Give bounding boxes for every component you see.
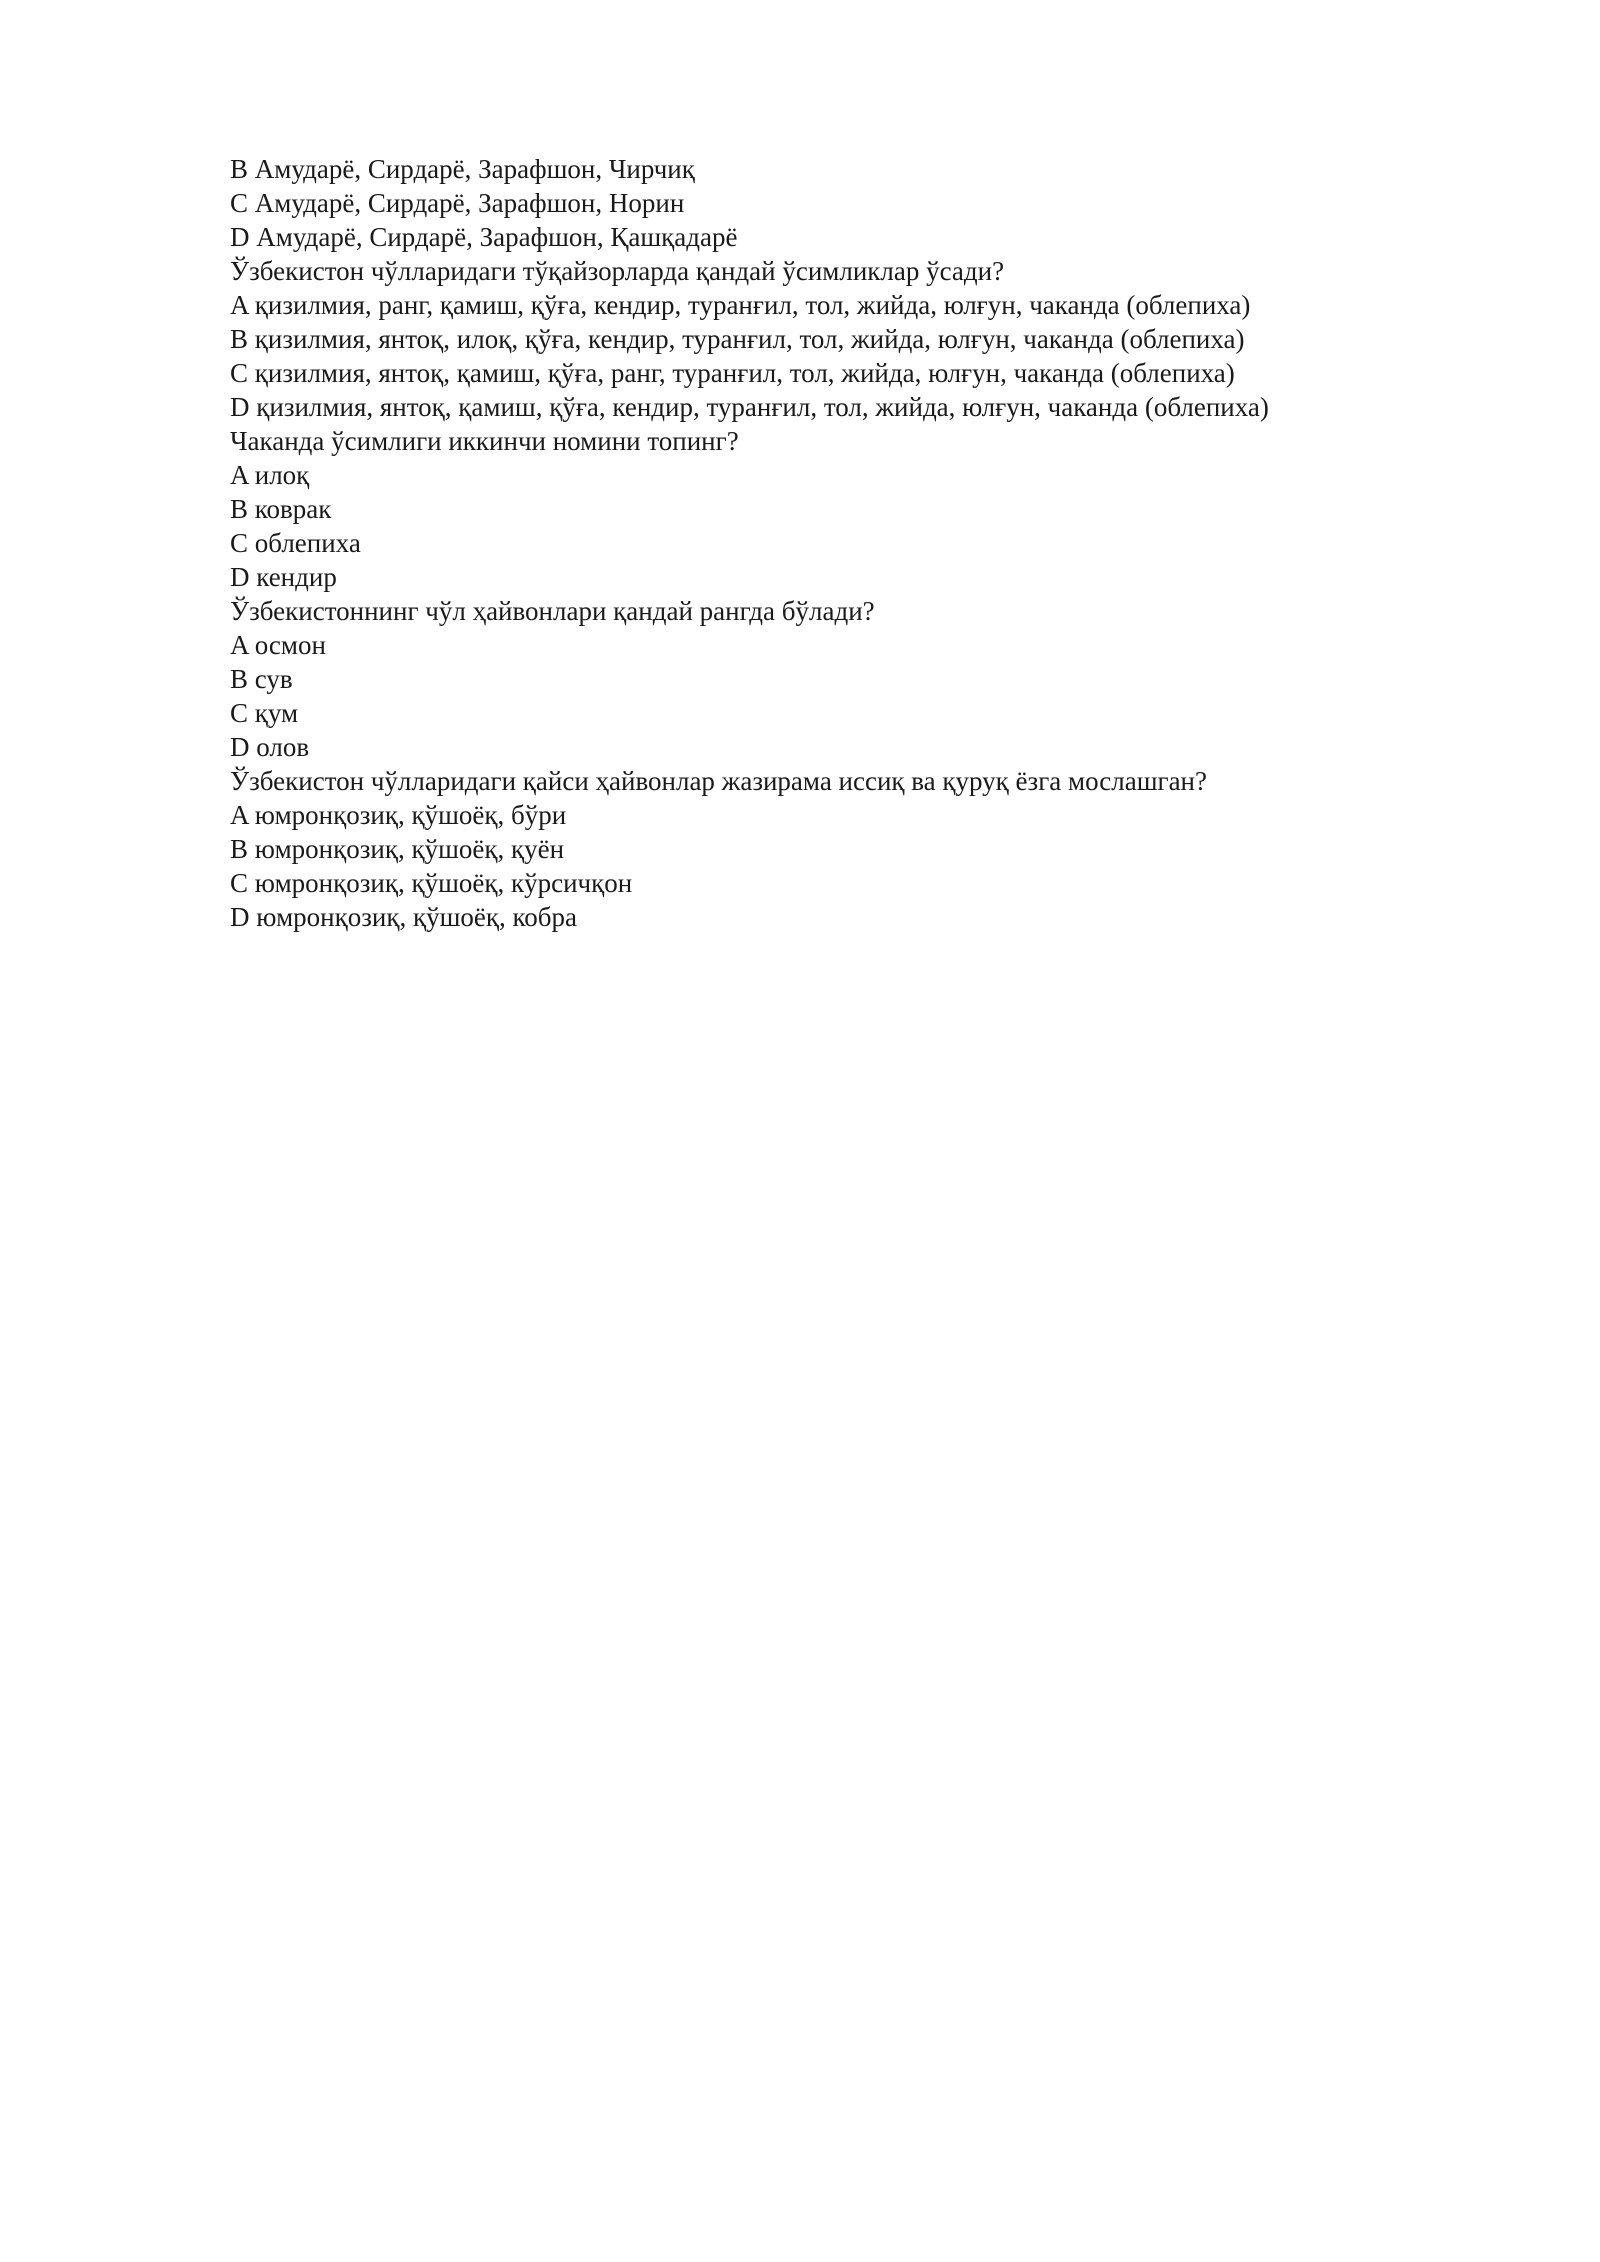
answer-option: D кендир — [230, 562, 337, 592]
answer-option: C қум — [230, 698, 299, 728]
answer-option: D олов — [230, 732, 310, 762]
answer-option: A юмронқозиқ, қўшоёқ, бўри — [230, 800, 567, 830]
answer-option: A қизилмия, ранг, қамиш, қўға, кендир, туранғил, тол, жийда, юлғун, чаканда (облепиха) — [230, 290, 1251, 320]
answer-option: D юмронқозиқ, қўшоёқ, кобра — [230, 902, 577, 932]
answer-option: C облепиха — [230, 528, 361, 558]
answer-option: A осмон — [230, 630, 326, 660]
answer-option: B сув — [230, 664, 293, 694]
answer-option: C қизилмия, янтоқ, қамиш, қўға, ранг, туранғил, тол, жийда, юлғун, чаканда (облепиха) — [230, 358, 1235, 388]
answer-option: B коврак — [230, 494, 332, 524]
answer-option: B юмронқозиқ, қўшоёқ, қуён — [230, 834, 565, 864]
answer-option: D Амударё, Сирдарё, Зарафшон, Қашқадарё — [230, 222, 738, 252]
answer-option: B Амударё, Сирдарё, Зарафшон, Чирчиқ — [230, 154, 695, 184]
answer-option: C Амударё, Сирдарё, Зарафшон, Норин — [230, 188, 685, 218]
answer-option: D қизилмия, янтоқ, қамиш, қўға, кендир, туранғил, тол, жийда, юлғун, чаканда (облепиха) — [230, 392, 1269, 422]
answer-option: A илоқ — [230, 460, 310, 490]
question: Ўзбекистон чўлларидаги тўқайзорларда қандай ўсимликлар ўсади? — [230, 256, 1005, 286]
answer-option: C юмронқозиқ, қўшоёқ, кўрсичқон — [230, 868, 633, 898]
document-text — [230, 152, 1430, 934]
question: Ўзбекистоннинг чўл ҳайвонлари қандай рангда бўлади? — [230, 596, 875, 626]
question: Чаканда ўсимлиги иккинчи номини топинг? — [230, 426, 739, 456]
question: Ўзбекистон чўлларидаги қайси ҳайвонлар жазирама иссиқ ва қуруқ ёзга мослашган? — [230, 766, 1207, 796]
answer-option: B қизилмия, янтоқ, илоқ, қўға, кендир, туранғил, тол, жийда, юлғун, чаканда (облепиха) — [230, 324, 1245, 354]
